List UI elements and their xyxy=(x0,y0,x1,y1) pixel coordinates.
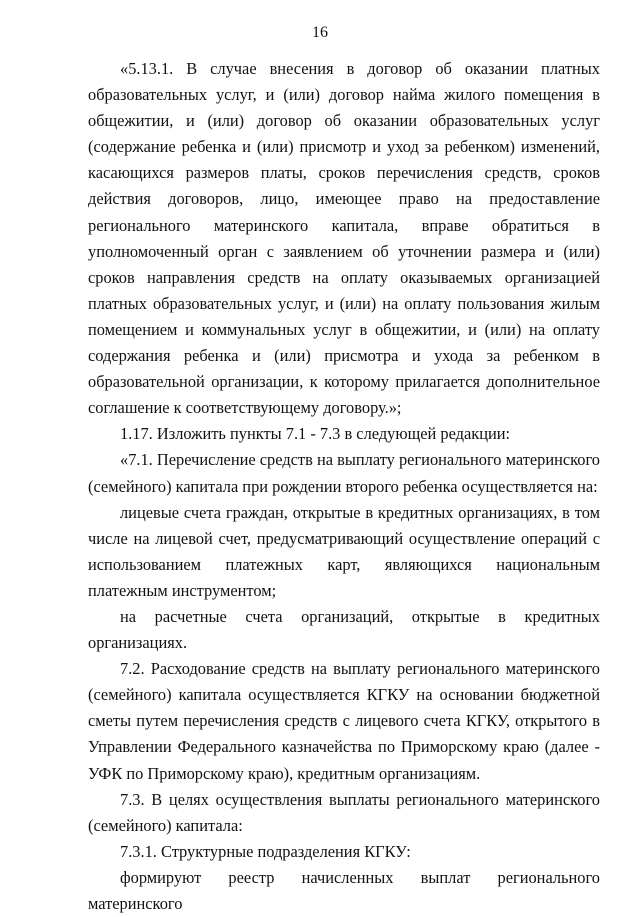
document-body xyxy=(88,56,600,917)
paragraph-5-13-1: «5.13.1. В случае внесения в договор об оказании платных образовательных услуг, и (или) договор найма жилого помещения в общежитии, и (или) договор об оказании образовательных услуг (содержание ребенка и (или) присмотр и уход за ребенком) изменений, касающихся размеров платы, сроков перечисления средств, сроков действия договоров, лицо, имеющее право на предоставление регионального материнского капитала, вправе обратиться в уполномоченный орган с заявлением об уточнении размера и (или) сроков направления средств на оплату оказываемых организацией платных образовательных услуг, и (или) на оплату пользования жилым помещением и коммунальных услуг в общежитии, и (или) на оплату содержания ребенка и (или) присмотра и ухода за ребенком в образовательной организации, к которому прилагается дополнительное соглашение к соответствующему договору.»; xyxy=(88,59,600,418)
paragraph-personal-accounts: лицевые счета граждан, открытые в кредитных организациях, в том числе на лицевой счет, предусматривающий осуществление операций с использованием платежных карт, являющихся национальным платежным инструментом; xyxy=(88,502,600,600)
paragraph-settlement-accounts: на расчетные счета организаций, открытые в кредитных организациях. xyxy=(88,606,600,653)
paragraph-7-3: 7.3. В целях осуществления выплаты регионального материнского (семейного) капитала: xyxy=(88,789,600,835)
page-number: 16 xyxy=(312,24,328,41)
paragraph-1-17: 1.17. Изложить пункты 7.1 - 7.3 в следующей редакции: xyxy=(120,424,511,444)
paragraph-7-3-1: 7.3.1. Структурные подразделения КГКУ: xyxy=(120,841,411,861)
paragraph-register: формируют реестр начисленных выплат регионального материнского xyxy=(88,867,600,913)
paragraph-7-2: 7.2. Расходование средств на выплату регионального материнского (семейного) капитала осуществляется КГКУ на основании бюджетной сметы путем перечисления средств с лицевого счета КГКУ, открытого в Управлении Федерального казначейства по Приморскому краю (далее - УФК по Приморскому краю), кредитным организациям. xyxy=(88,659,600,783)
paragraph-7-1: «7.1. Перечисление средств на выплату регионального материнского (семейного) капитала при рождении второго ребенка осуществляется на: xyxy=(88,450,600,496)
